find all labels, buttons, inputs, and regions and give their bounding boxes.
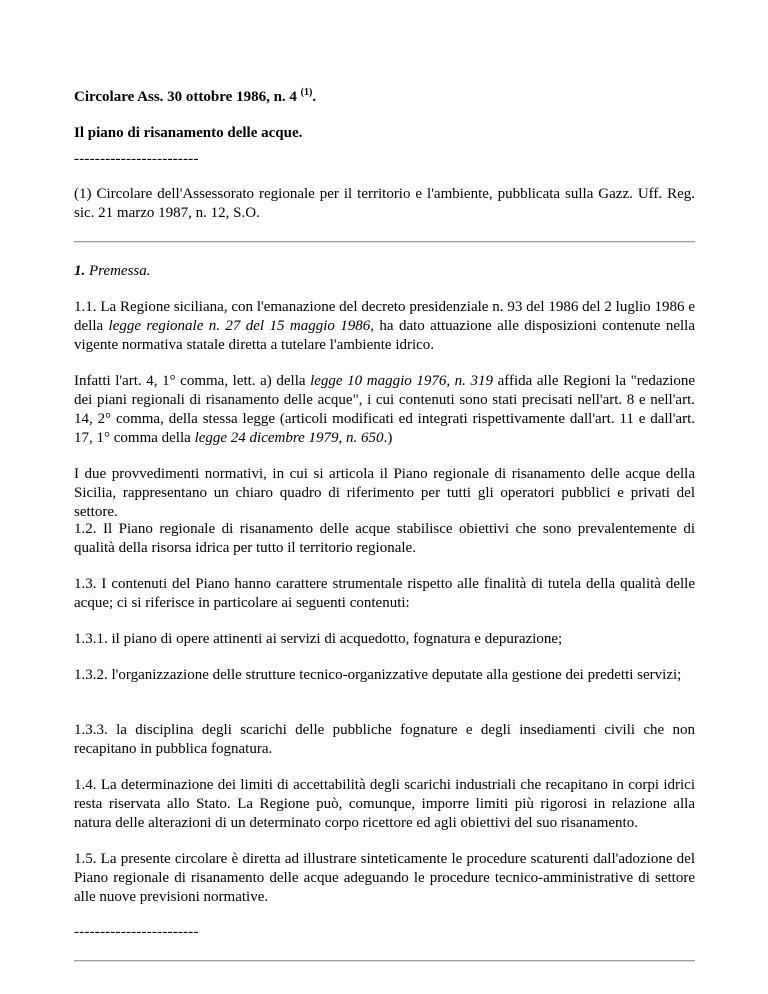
paragraph-infatti <box>74 372 695 448</box>
paragraph-text: , ha dato attuazione alle disposizioni contenute nella vigente normativa statale diretta a tutelare l'ambiente idrico. <box>74 318 695 353</box>
horizontal-rule-top <box>74 241 695 243</box>
separator-dashes-top: ------------------------ <box>74 151 199 167</box>
separator-dashes-bottom: ------------------------ <box>74 924 199 940</box>
paragraph-text: affida alle Regioni la "redazione dei piani regionali di risanamento delle acque", i cui contenuti sono stati precisati nell'art. 8 e nell'art. 14, 2° comma, della stessa legge (articoli modificati ed integrati rispettivamente dall'art. 11 e dall'art. 17, 1° comma della <box>74 373 696 446</box>
law-link[interactable]: legge 24 dicembre 1979, n. 650 <box>194 430 384 446</box>
footnote-text: (1) Circolare dell'Assessorato regionale per il territorio e l'ambiente, pubblicata sulla Gazz. Uff. Reg. sic. 21 marzo 1987, n. 12, S.O. <box>74 186 695 221</box>
document-title <box>74 88 316 107</box>
paragraph-1-3-2: 1.3.2. l'organizzazione delle strutture tecnico-organizzative deputate alla gestione dei predetti servizi; <box>74 667 682 683</box>
document-subtitle: Il piano di risanamento delle acque. <box>74 125 303 141</box>
paragraph-text: 1.1. La Regione siciliana, con l'emanazione del decreto presidenziale n. 93 del 1986 del 2 luglio 1986 e della <box>74 299 695 334</box>
horizontal-rule-bottom <box>74 960 695 962</box>
paragraph-1-1 <box>74 298 695 355</box>
title-text: Circolare Ass. 30 ottobre 1986, n. 4 <box>74 89 297 105</box>
paragraph-1-3-3: 1.3.3. la disciplina degli scarichi delle pubbliche fognature e degli insediamenti civili che non recapitano in pubblica fognatura. <box>74 722 695 757</box>
paragraph-1-2: 1.2. Il Piano regionale di risanamento delle acque stabilisce obiettivi che sono prevalentemente di qualità della risorsa idrica per tutto il territorio regionale. <box>74 521 695 556</box>
paragraph-1-5: 1.5. La presente circolare è diretta ad illustrare sinteticamente le procedure scaturenti dall'adozione del Piano regionale di risanamento delle acque adeguando le procedure tecnico-amministrative di settore alle nuove previsioni normative. <box>74 851 695 905</box>
title-footnote-ref[interactable]: (1) <box>300 87 313 98</box>
law-link[interactable]: legge 10 maggio 1976, n. 319 <box>310 373 494 389</box>
title-period: . <box>312 89 317 105</box>
section-number: 1. <box>74 263 86 279</box>
section-title: Premessa. <box>89 263 151 279</box>
paragraph-text: .) <box>383 430 393 446</box>
paragraph-1-4: 1.4. La determinazione dei limiti di accettabilità degli scarichi industriali che recapitano in corpi idrici resta riservata allo Stato. La Regione può, comunque, imporre limiti più rigorosi in relazione alla natura delle alterazioni di un determinato corpo ricettore ed agli obiettivi del suo risanamento. <box>74 777 695 831</box>
paragraph-due-provvedimenti: I due provvedimenti normativi, in cui si articola il Piano regionale di risanamento delle acque della Sicilia, rappresentano un chiaro quadro di riferimento per tutti gli operatori pubblici e privati del settore. <box>74 466 695 520</box>
paragraph-text: Infatti l'art. 4, 1° comma, lett. a) della <box>74 373 311 389</box>
law-link[interactable]: legge regionale n. 27 del 15 maggio 1986 <box>108 318 371 334</box>
paragraph-1-3-1: 1.3.1. il piano di opere attinenti ai servizi di acquedotto, fognatura e depurazione; <box>74 631 563 647</box>
paragraph-1-3: 1.3. I contenuti del Piano hanno carattere strumentale rispetto alle finalità di tutela della qualità delle acque; ci si riferisce in particolare ai seguenti contenuti: <box>74 576 695 611</box>
section-heading <box>74 262 695 281</box>
